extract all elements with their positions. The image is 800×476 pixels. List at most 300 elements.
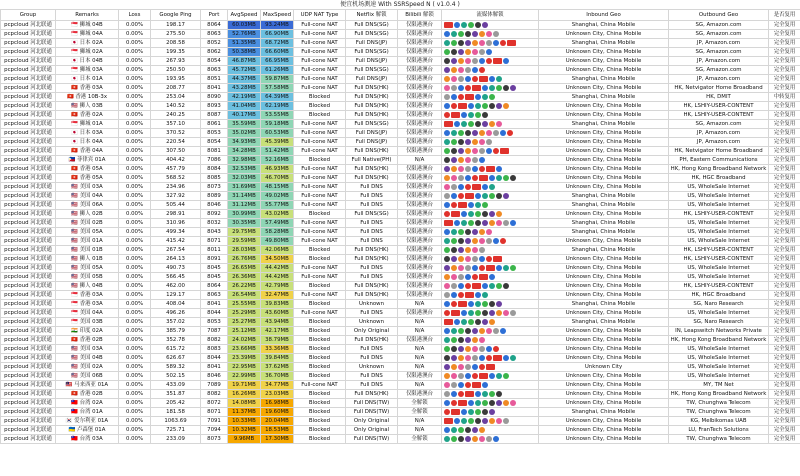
outbound-geo-cell: HK, DMIT bbox=[669, 93, 769, 102]
reuse-cell: 中转复用 bbox=[769, 93, 800, 102]
max-speed-cell: 49.80MB bbox=[261, 237, 294, 246]
service-icon bbox=[482, 319, 488, 325]
media-unlock-cell bbox=[442, 219, 539, 228]
bilibili-cell: 仅限港澳台 bbox=[398, 57, 442, 66]
service-icon bbox=[458, 283, 464, 289]
table-row bbox=[1, 363, 800, 372]
ping-cell: 267.54 bbox=[151, 246, 201, 255]
media-unlock-cell bbox=[442, 111, 539, 120]
service-icon bbox=[486, 238, 492, 244]
port-cell: 8072 bbox=[201, 399, 228, 408]
media-unlock-cell bbox=[442, 417, 539, 426]
table-row bbox=[1, 237, 800, 246]
remarks-cell: 🇺🇸 美国 03A bbox=[56, 345, 119, 354]
outbound-geo-cell: HK, HGC Broadband bbox=[669, 291, 769, 300]
ping-cell: 267.93 bbox=[151, 57, 201, 66]
service-icon bbox=[472, 67, 478, 73]
outbound-geo-cell: JP, Amazon.com bbox=[669, 39, 769, 48]
media-unlock-cell bbox=[442, 381, 539, 390]
stream-logo-icon bbox=[486, 364, 495, 370]
service-icon bbox=[475, 112, 481, 118]
bilibili-cell: 仅限港澳台 bbox=[398, 246, 442, 255]
service-icon bbox=[475, 319, 481, 325]
reuse-cell: 完全复用 bbox=[769, 174, 800, 183]
max-speed-cell: 59.18MB bbox=[261, 120, 294, 129]
media-unlock-cell bbox=[442, 66, 539, 75]
avg-speed-cell: 19.71MB bbox=[228, 381, 261, 390]
remarks-cell: 🇺🇸 狮人 01B bbox=[56, 255, 119, 264]
ping-cell: 462.00 bbox=[151, 282, 201, 291]
remarks-cell: 🇯🇵 日本 02A bbox=[56, 39, 119, 48]
netflix-cell: Full DNS(HK) bbox=[346, 390, 398, 399]
inbound-geo-cell: Unknown City, China Mobile bbox=[539, 291, 669, 300]
disney-icon bbox=[468, 301, 474, 307]
ping-cell: 307.50 bbox=[151, 147, 201, 156]
avg-speed-cell: 43.28MB bbox=[228, 84, 261, 93]
media-unlock-cell bbox=[442, 102, 539, 111]
port-cell: 8044 bbox=[201, 354, 228, 363]
service-icon bbox=[465, 76, 471, 82]
media-unlock-cell bbox=[442, 309, 539, 318]
table-row bbox=[1, 336, 800, 345]
table-row bbox=[1, 345, 800, 354]
media-unlock-cell bbox=[442, 273, 539, 282]
outbound-geo-cell: US, WholeSale Internet bbox=[669, 228, 769, 237]
service-icon bbox=[496, 220, 502, 226]
service-icon bbox=[451, 139, 457, 145]
bilibili-cell: 仅限港澳台 bbox=[398, 66, 442, 75]
stream-logo-icon bbox=[444, 418, 453, 424]
outbound-geo-cell: US, WholeSale Internet bbox=[669, 309, 769, 318]
ping-cell: 457.79 bbox=[151, 165, 201, 174]
media-unlock-cell bbox=[442, 138, 539, 147]
outbound-geo-cell: HK, LSHIY-USER-CONTENT bbox=[669, 210, 769, 219]
service-icon bbox=[500, 40, 506, 46]
service-icon bbox=[496, 175, 502, 181]
service-icon bbox=[444, 193, 450, 199]
service-icon bbox=[482, 310, 488, 316]
service-icon bbox=[482, 220, 488, 226]
service-icon bbox=[461, 121, 467, 127]
max-speed-cell: 51.42MB bbox=[261, 147, 294, 156]
service-icon bbox=[472, 247, 478, 253]
column-header[interactable]: Loss bbox=[119, 10, 151, 21]
udp-nat-cell: Full-cone NAT bbox=[294, 165, 346, 174]
ping-cell: 357.10 bbox=[151, 120, 201, 129]
avg-speed-cell: 46.87MB bbox=[228, 57, 261, 66]
udp-nat-cell: Blocked bbox=[294, 408, 346, 417]
service-icon bbox=[444, 292, 450, 298]
column-header[interactable]: Outbound Geo bbox=[669, 10, 769, 21]
port-cell: 8090 bbox=[201, 93, 228, 102]
disney-icon bbox=[444, 130, 450, 136]
udp-nat-cell: Blocked bbox=[294, 327, 346, 336]
service-icon bbox=[482, 391, 488, 397]
ping-cell: 725.71 bbox=[151, 426, 201, 435]
ping-cell: 129.17 bbox=[151, 291, 201, 300]
bilibili-cell: 仅限港澳台 bbox=[398, 372, 442, 381]
avg-speed-cell: 23.39MB bbox=[228, 354, 261, 363]
service-icon bbox=[461, 418, 467, 424]
service-icon bbox=[479, 238, 485, 244]
loss-cell: 0.00% bbox=[119, 408, 151, 417]
service-icon bbox=[482, 409, 488, 415]
outbound-geo-cell: SG, Amazon.com bbox=[669, 21, 769, 30]
bilibili-cell: 仅限港澳台 bbox=[398, 264, 442, 273]
remarks-cell: 🇭🇰 香港 02B bbox=[56, 390, 119, 399]
max-speed-cell: 66.90MB bbox=[261, 30, 294, 39]
disney-icon bbox=[461, 409, 467, 415]
media-unlock-cell bbox=[442, 399, 539, 408]
service-icon bbox=[482, 193, 488, 199]
disney-icon bbox=[489, 373, 495, 379]
table-row bbox=[1, 255, 800, 264]
outbound-geo-cell: IN, Leapswitch Networks Private bbox=[669, 327, 769, 336]
service-icon bbox=[482, 22, 488, 28]
disney-icon bbox=[496, 265, 502, 271]
service-icon bbox=[496, 391, 502, 397]
stream-logo-icon bbox=[458, 400, 467, 406]
service-icon bbox=[444, 202, 450, 208]
outbound-geo-cell: MY, TM Net bbox=[669, 381, 769, 390]
outbound-geo-cell: TW, Chunghwa Telecom bbox=[669, 435, 769, 444]
column-header[interactable]: Google Ping bbox=[151, 10, 201, 21]
service-icon bbox=[444, 157, 450, 163]
inbound-geo-cell: Unknown City, China Mobile bbox=[539, 255, 669, 264]
service-icon bbox=[465, 85, 471, 91]
port-cell: 8083 bbox=[201, 345, 228, 354]
avg-speed-cell: 32.03MB bbox=[228, 174, 261, 183]
table-row bbox=[1, 309, 800, 318]
service-icon bbox=[444, 184, 450, 190]
max-speed-cell: 58.28MB bbox=[261, 228, 294, 237]
port-cell: 8093 bbox=[201, 102, 228, 111]
table-row bbox=[1, 84, 800, 93]
udp-nat-cell: Full-cone NAT bbox=[294, 66, 346, 75]
reuse-cell: 完全复用 bbox=[769, 255, 800, 264]
remarks-cell: 🇺🇦 卢森堡 01A bbox=[56, 426, 119, 435]
table-row bbox=[1, 300, 800, 309]
group-cell: pcpcloud 河北联通 bbox=[1, 408, 56, 417]
service-icon bbox=[465, 328, 471, 334]
service-icon bbox=[465, 175, 471, 181]
group-cell: pcpcloud 河北联通 bbox=[1, 138, 56, 147]
stream-logo-icon bbox=[493, 58, 502, 64]
bilibili-cell: 全解锁 bbox=[398, 399, 442, 408]
loss-cell: 0.00% bbox=[119, 30, 151, 39]
udp-nat-cell: Full-cone NAT bbox=[294, 129, 346, 138]
service-icon bbox=[472, 274, 478, 280]
media-unlock-cell bbox=[442, 201, 539, 210]
stream-logo-icon bbox=[451, 112, 460, 118]
service-icon bbox=[496, 310, 502, 316]
service-icon bbox=[451, 94, 457, 100]
remarks-cell: 🇺🇸 美国 05A bbox=[56, 264, 119, 273]
ping-cell: 208.58 bbox=[151, 39, 201, 48]
group-cell: pcpcloud 河北联通 bbox=[1, 399, 56, 408]
remarks-cell: 🇸🇬 狮城 04B bbox=[56, 21, 119, 30]
max-speed-cell: 48.15MB bbox=[261, 183, 294, 192]
media-unlock-cell bbox=[442, 282, 539, 291]
bilibili-cell: 仅限港澳台 bbox=[398, 192, 442, 201]
max-speed-cell: 46.70MB bbox=[261, 174, 294, 183]
bilibili-cell: 仅限港澳台 bbox=[398, 228, 442, 237]
service-icon bbox=[489, 85, 495, 91]
udp-nat-cell: Blocked bbox=[294, 282, 346, 291]
avg-speed-cell: 16.26MB bbox=[228, 390, 261, 399]
group-cell: pcpcloud 河北联通 bbox=[1, 282, 56, 291]
udp-nat-cell: Full-cone NAT bbox=[294, 21, 346, 30]
udp-nat-cell: Full-cone NAT bbox=[294, 192, 346, 201]
service-icon bbox=[486, 328, 492, 334]
service-icon bbox=[479, 157, 485, 163]
service-icon bbox=[444, 103, 450, 109]
column-header[interactable]: Group bbox=[1, 10, 56, 21]
remarks-cell: 🇺🇸 美国 05B bbox=[56, 273, 119, 282]
netflix-cell: Full DNS(SG) bbox=[346, 48, 398, 57]
reuse-cell: 完全复用 bbox=[769, 363, 800, 372]
stream-logo-icon bbox=[479, 274, 488, 280]
stream-logo-icon bbox=[486, 265, 495, 271]
port-cell: 8087 bbox=[201, 111, 228, 120]
service-icon bbox=[486, 58, 492, 64]
service-icon bbox=[486, 130, 492, 136]
ping-cell: 198.17 bbox=[151, 21, 201, 30]
service-icon bbox=[479, 337, 485, 343]
outbound-geo-cell: HK, LSHIY-USER-CONTENT bbox=[669, 255, 769, 264]
column-header[interactable]: MaxSpeed bbox=[261, 10, 294, 21]
service-icon bbox=[458, 373, 464, 379]
loss-cell: 0.00% bbox=[119, 426, 151, 435]
bilibili-cell: 仅限港澳台 bbox=[398, 219, 442, 228]
reuse-cell: 完全复用 bbox=[769, 48, 800, 57]
column-header[interactable]: Inbound Geo bbox=[539, 10, 669, 21]
avg-speed-cell: 14.08MB bbox=[228, 399, 261, 408]
service-icon bbox=[451, 337, 457, 343]
service-icon bbox=[465, 229, 471, 235]
group-cell: pcpcloud 河北联通 bbox=[1, 102, 56, 111]
udp-nat-cell: Blocked bbox=[294, 372, 346, 381]
outbound-geo-cell: HK, Netvigator Home Broadband bbox=[669, 84, 769, 93]
loss-cell: 0.00% bbox=[119, 75, 151, 84]
stream-logo-icon bbox=[444, 22, 453, 28]
remarks-cell: 🇰🇷 爱尔利亚 01A bbox=[56, 417, 119, 426]
group-cell: pcpcloud 河北联通 bbox=[1, 66, 56, 75]
max-speed-cell: 42.06MB bbox=[261, 246, 294, 255]
service-icon bbox=[451, 292, 457, 298]
bilibili-cell: 仅限港澳台 bbox=[398, 147, 442, 156]
remarks-cell: 🇭🇰 香港 05A bbox=[56, 165, 119, 174]
service-icon bbox=[458, 292, 464, 298]
ping-cell: 208.77 bbox=[151, 84, 201, 93]
netflix-cell: Full DNS(SG) bbox=[346, 30, 398, 39]
reuse-cell: 完全复用 bbox=[769, 75, 800, 84]
remarks-cell: 🇭🇰 香港 03A bbox=[56, 84, 119, 93]
udp-nat-cell: Full-cone NAT bbox=[294, 57, 346, 66]
inbound-geo-cell: Unknown City, China Mobile bbox=[539, 48, 669, 57]
netflix-cell: Full DNS(HK) bbox=[346, 336, 398, 345]
service-icon bbox=[475, 409, 481, 415]
ping-cell: 181.58 bbox=[151, 408, 201, 417]
service-icon bbox=[468, 319, 474, 325]
column-header[interactable]: Port bbox=[201, 10, 228, 21]
netflix-cell: Full DNS(HK) bbox=[346, 147, 398, 156]
service-icon bbox=[479, 67, 485, 73]
table-row bbox=[1, 264, 800, 273]
ping-cell: 505.44 bbox=[151, 201, 201, 210]
stream-logo-icon bbox=[507, 40, 516, 46]
inbound-geo-cell: Shanghai, China Mobile bbox=[539, 300, 669, 309]
remarks-cell: 🇯🇵 日本 01A bbox=[56, 75, 119, 84]
service-icon bbox=[465, 238, 471, 244]
service-icon bbox=[489, 418, 495, 424]
avg-speed-cell: 22.99MB bbox=[228, 372, 261, 381]
outbound-geo-cell: SG, Amazon.com bbox=[669, 30, 769, 39]
udp-nat-cell: Full-cone NAT bbox=[294, 84, 346, 93]
service-icon bbox=[503, 85, 509, 91]
disney-icon bbox=[489, 76, 495, 82]
service-icon bbox=[465, 355, 471, 361]
max-speed-cell: 53.55MB bbox=[261, 111, 294, 120]
port-cell: 8063 bbox=[201, 291, 228, 300]
column-header[interactable]: Bilibili 解锁 bbox=[398, 10, 442, 21]
service-icon bbox=[458, 148, 464, 154]
avg-speed-cell: 31.14MB bbox=[228, 192, 261, 201]
service-icon bbox=[503, 400, 509, 406]
column-header[interactable]: Remarks bbox=[56, 10, 119, 21]
inbound-geo-cell: Unknown City, China Mobile bbox=[539, 390, 669, 399]
disney-icon bbox=[454, 22, 460, 28]
service-icon bbox=[493, 436, 499, 442]
udp-nat-cell: Full-cone NAT bbox=[294, 237, 346, 246]
disney-icon bbox=[503, 355, 509, 361]
ping-cell: 233.09 bbox=[151, 435, 201, 444]
service-icon bbox=[472, 76, 478, 82]
service-icon bbox=[510, 220, 516, 226]
outbound-geo-cell: JP, Amazon.com bbox=[669, 57, 769, 66]
service-icon bbox=[468, 112, 474, 118]
service-icon bbox=[475, 103, 481, 109]
udp-nat-cell: Blocked bbox=[294, 246, 346, 255]
service-icon bbox=[451, 103, 457, 109]
service-icon bbox=[451, 247, 457, 253]
service-icon bbox=[486, 31, 492, 37]
remarks-cell: 🇭🇰 香港 02A bbox=[56, 111, 119, 120]
media-unlock-cell bbox=[442, 39, 539, 48]
max-speed-cell: 39.83MB bbox=[261, 300, 294, 309]
media-unlock-cell bbox=[442, 372, 539, 381]
column-header[interactable]: Netflix 解锁 bbox=[346, 10, 398, 21]
table-row bbox=[1, 48, 800, 57]
stream-logo-icon bbox=[493, 256, 502, 262]
service-icon bbox=[458, 94, 464, 100]
bilibili-cell: N/A bbox=[398, 318, 442, 327]
disney-icon bbox=[461, 310, 467, 316]
inbound-geo-cell: Unknown City, China Mobile bbox=[539, 183, 669, 192]
service-icon bbox=[468, 22, 474, 28]
service-icon bbox=[489, 211, 495, 217]
udp-nat-cell: Blocked bbox=[294, 435, 346, 444]
service-icon bbox=[486, 139, 492, 145]
table-row bbox=[1, 93, 800, 102]
remarks-cell: 🇺🇸 狮人 04B bbox=[56, 282, 119, 291]
service-icon bbox=[479, 40, 485, 46]
port-cell: 8046 bbox=[201, 372, 228, 381]
disney-icon bbox=[496, 166, 502, 172]
table-row bbox=[1, 273, 800, 282]
media-unlock-cell bbox=[442, 300, 539, 309]
bilibili-cell: N/A bbox=[398, 300, 442, 309]
column-header[interactable]: 流媒体解锁 bbox=[442, 10, 539, 21]
service-icon bbox=[465, 274, 471, 280]
avg-speed-cell: 35.59MB bbox=[228, 120, 261, 129]
ping-cell: 385.79 bbox=[151, 327, 201, 336]
table-row bbox=[1, 183, 800, 192]
reuse-cell: 完全复用 bbox=[769, 282, 800, 291]
service-icon bbox=[444, 148, 450, 154]
media-unlock-cell bbox=[442, 363, 539, 372]
loss-cell: 0.00% bbox=[119, 336, 151, 345]
service-icon bbox=[461, 22, 467, 28]
reuse-cell: 完全复用 bbox=[769, 111, 800, 120]
service-icon bbox=[496, 76, 502, 82]
stream-logo-icon bbox=[472, 85, 481, 91]
service-icon bbox=[451, 184, 457, 190]
service-icon bbox=[465, 382, 471, 388]
disney-icon bbox=[454, 319, 460, 325]
column-header[interactable]: UDP NAT Type bbox=[294, 10, 346, 21]
service-icon bbox=[465, 49, 471, 55]
service-icon bbox=[451, 175, 457, 181]
service-icon bbox=[458, 40, 464, 46]
disney-icon bbox=[468, 202, 474, 208]
service-icon bbox=[444, 40, 450, 46]
service-icon bbox=[465, 283, 471, 289]
service-icon bbox=[489, 400, 495, 406]
netflix-cell: Full DNS(HK) bbox=[346, 84, 398, 93]
netflix-cell: Full DNS bbox=[346, 273, 398, 282]
service-icon bbox=[489, 193, 495, 199]
column-header[interactable]: AvgSpeed bbox=[228, 10, 261, 21]
outbound-geo-cell: HK, Hong Kong Broadband Network bbox=[669, 165, 769, 174]
loss-cell: 0.00% bbox=[119, 93, 151, 102]
netflix-cell: Full DNS bbox=[346, 264, 398, 273]
table-row bbox=[1, 210, 800, 219]
media-unlock-cell bbox=[442, 147, 539, 156]
table-row bbox=[1, 318, 800, 327]
media-unlock-cell bbox=[442, 354, 539, 363]
stream-logo-icon bbox=[493, 355, 502, 361]
stream-logo-icon bbox=[472, 382, 481, 388]
service-icon bbox=[451, 193, 457, 199]
media-unlock-cell bbox=[442, 120, 539, 129]
table-row bbox=[1, 291, 800, 300]
outbound-geo-cell: HK, HGC Broadband bbox=[669, 174, 769, 183]
bilibili-cell: 仅限港澳台 bbox=[398, 129, 442, 138]
udp-nat-cell: Blocked bbox=[294, 336, 346, 345]
loss-cell: 0.00% bbox=[119, 39, 151, 48]
column-header[interactable]: 是否复用 bbox=[769, 10, 800, 21]
max-speed-cell: 52.16MB bbox=[261, 156, 294, 165]
stream-logo-icon bbox=[451, 310, 460, 316]
table-row bbox=[1, 354, 800, 363]
port-cell: 7094 bbox=[201, 426, 228, 435]
table-row bbox=[1, 147, 800, 156]
ping-cell: 240.25 bbox=[151, 111, 201, 120]
disney-icon bbox=[503, 58, 509, 64]
disney-icon bbox=[475, 292, 481, 298]
avg-speed-cell: 11.37MB bbox=[228, 408, 261, 417]
